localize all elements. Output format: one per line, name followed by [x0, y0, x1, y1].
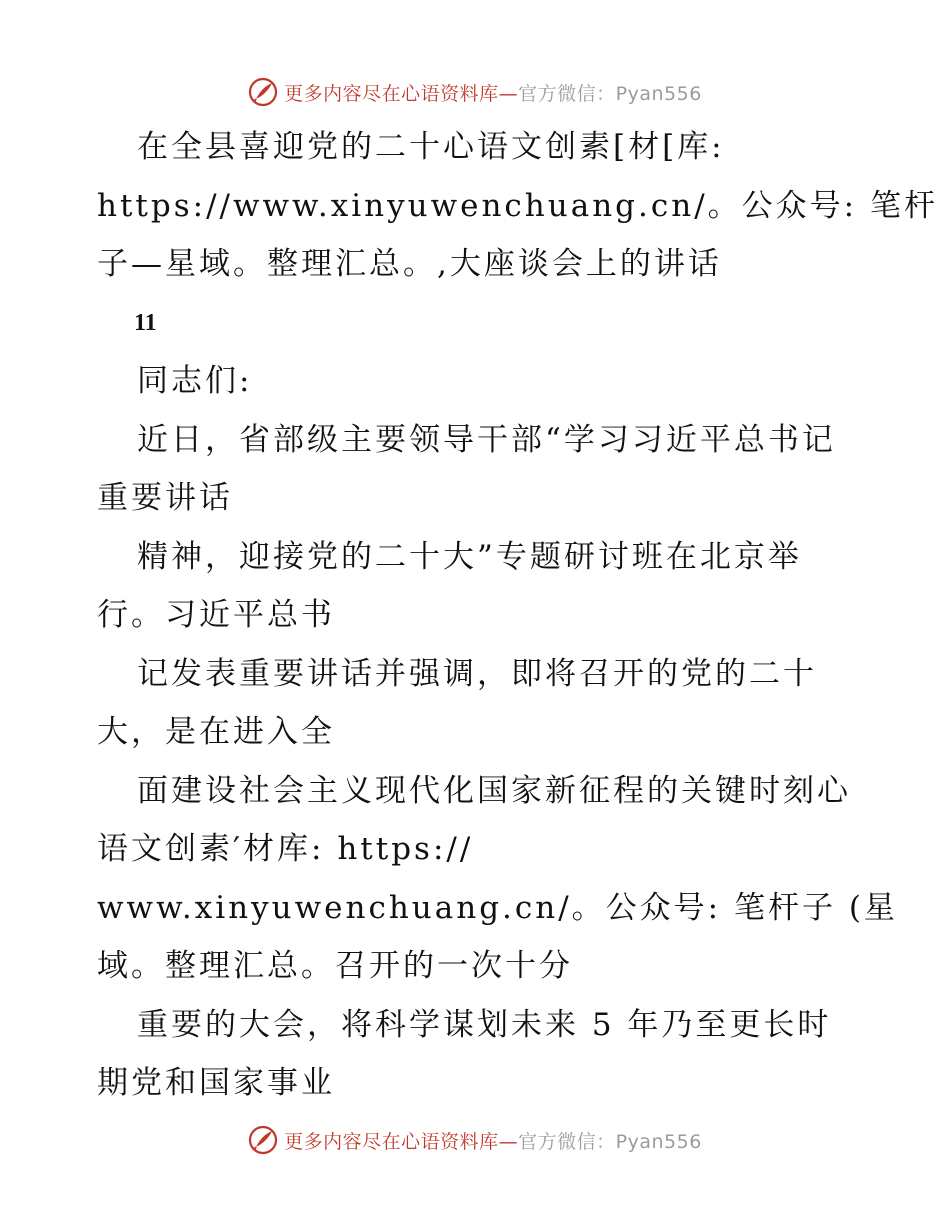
body-line: 重要的大会，将科学谋划未来 5 年乃至更长时 [137, 1006, 832, 1043]
page-number-line [97, 294, 857, 353]
body-line: 语文创素′材库: https:// [97, 831, 474, 867]
header-banner [0, 72, 950, 112]
title-line: https://www.xinyuwenchuang.cn/。公众号: 笔杆 [97, 187, 938, 224]
body-line: 行。习近平总书 [97, 597, 335, 633]
banner-wechat: 官方微信：Pyan556 [518, 82, 702, 105]
greeting-paragraph [97, 352, 857, 411]
quill-logo-icon [248, 77, 278, 107]
greeting: 同志们: [137, 363, 253, 399]
body-line: 记发表重要讲话并强调，即将召开的党的二十 [137, 655, 817, 692]
banner-text-red: 更多内容尽在心语资料库 [284, 1130, 499, 1153]
document-title [97, 118, 938, 294]
page-number: 11 [134, 309, 157, 336]
body-line: 重要讲话 [97, 480, 233, 516]
body-line: 近日，省部级主要领导干部“学习习近平总书记 [137, 421, 836, 458]
body-line: 大，是在进入全 [97, 714, 335, 750]
banner-text [284, 79, 702, 106]
quill-logo-icon [248, 1125, 278, 1155]
body-line: 面建设社会主义现代化国家新征程的关键时刻心 [137, 772, 851, 809]
title-line: 子—星域。整理汇总。,大座谈会上的讲话 [97, 246, 722, 282]
body-line: 域。整理汇总。召开的一次十分 [97, 948, 573, 984]
banner-separator: — [498, 1130, 519, 1153]
title-line: 在全县喜迎党的二十心语文创素[材[库: [137, 129, 725, 165]
document-body [97, 118, 938, 1113]
banner-text [284, 1127, 702, 1154]
banner-wechat: 官方微信：Pyan556 [518, 1130, 702, 1153]
footer-banner [0, 1120, 950, 1160]
body-line: www.xinyuwenchuang.cn/。公众号: 笔杆子 (星 [97, 889, 898, 926]
body-paragraph [97, 411, 898, 1113]
banner-separator: — [498, 82, 519, 105]
body-line: 期党和国家事业 [97, 1065, 335, 1101]
banner-text-red: 更多内容尽在心语资料库 [284, 82, 499, 105]
body-line: 精神，迎接党的二十大”专题研讨班在北京举 [137, 538, 802, 575]
